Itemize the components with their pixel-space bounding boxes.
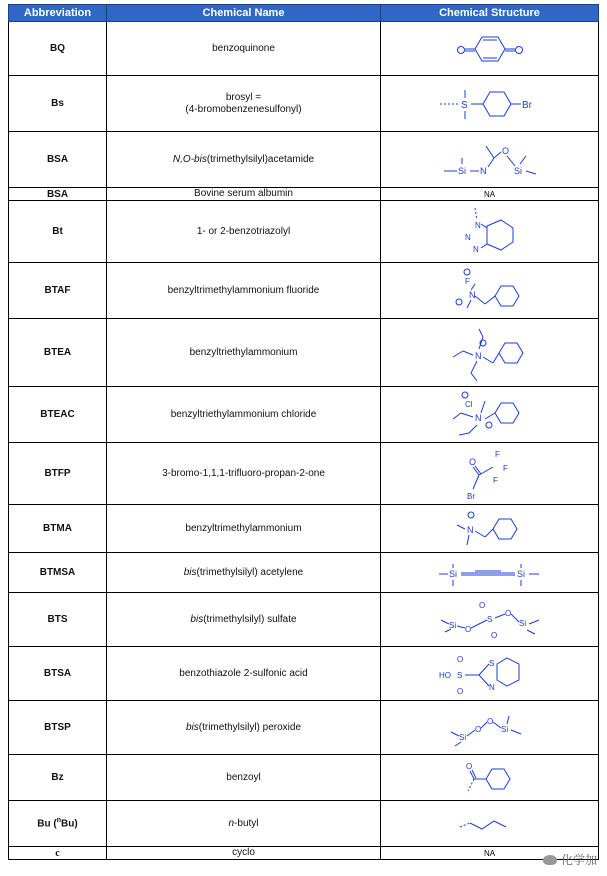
name-cell: n-butyl xyxy=(107,801,381,847)
svg-text:Cl: Cl xyxy=(464,399,473,409)
svg-text:HO: HO xyxy=(438,670,451,680)
table-row xyxy=(9,553,599,593)
svg-text:F: F xyxy=(492,475,498,485)
svg-text:N: N xyxy=(488,682,495,692)
bsa-structure xyxy=(430,136,550,184)
svg-text:N: N xyxy=(472,244,479,254)
table-row xyxy=(9,201,599,263)
wechat-icon xyxy=(543,855,557,865)
benzoyl-structure xyxy=(450,757,530,799)
svg-text:Si: Si xyxy=(516,568,525,579)
name-cell: benzoyl xyxy=(107,755,381,801)
svg-text:O: O xyxy=(464,624,471,634)
svg-text:F: F xyxy=(464,276,470,286)
table-row xyxy=(9,443,599,505)
svg-text:N: N xyxy=(479,165,486,176)
table-row xyxy=(9,263,599,319)
n-butyl-structure xyxy=(450,809,530,839)
header-chemical-structure: Chemical Structure xyxy=(381,5,599,22)
structure-cell xyxy=(381,801,599,847)
table-row xyxy=(9,505,599,553)
table-row xyxy=(9,647,599,701)
table-row xyxy=(9,801,599,847)
svg-text:O: O xyxy=(468,456,476,467)
structure-cell xyxy=(381,201,599,263)
name-cell: bis(trimethylsilyl) acetylene xyxy=(107,553,381,593)
bteac-structure xyxy=(445,389,535,441)
structure-cell xyxy=(381,319,599,387)
svg-text:Br: Br xyxy=(466,491,475,501)
svg-text:O: O xyxy=(474,724,481,734)
btaf-structure xyxy=(445,266,535,316)
brosyl-structure xyxy=(435,82,545,126)
abbr-cell: c xyxy=(9,847,107,860)
svg-text:O: O xyxy=(456,686,463,696)
abbr-cell: BTAF xyxy=(9,263,107,319)
structure-cell xyxy=(381,505,599,553)
svg-text:S: S xyxy=(486,614,492,624)
svg-text:S: S xyxy=(456,670,462,680)
table-row xyxy=(9,387,599,443)
btsa-structure xyxy=(435,650,545,698)
abbr-cell: BSA xyxy=(9,132,107,188)
structure-cell xyxy=(381,132,599,188)
abbr-cell: BTSP xyxy=(9,701,107,755)
structure-cell: NA xyxy=(381,847,599,860)
btea-structure xyxy=(445,323,535,383)
name-cell: N,O-bis(trimethylsilyl)acetamide xyxy=(107,132,381,188)
abbr-cell: BQ xyxy=(9,22,107,76)
svg-text:Si: Si xyxy=(457,165,466,176)
name-cell: benzoquinone xyxy=(107,22,381,76)
abbr-cell: Bt xyxy=(9,201,107,263)
name-cell: bis(trimethylsilyl) peroxide xyxy=(107,701,381,755)
benzoquinone-structure xyxy=(445,29,535,69)
table-row xyxy=(9,593,599,647)
abbreviation-table xyxy=(8,4,599,860)
svg-text:Br: Br xyxy=(521,99,532,111)
header-chemical-name: Chemical Name xyxy=(107,5,381,22)
watermark-text: 化学加 xyxy=(560,853,597,867)
btmsa-structure xyxy=(435,556,545,590)
svg-text:Si: Si xyxy=(458,732,466,742)
watermark xyxy=(543,851,597,868)
btsp-structure xyxy=(445,704,535,752)
structure-cell xyxy=(381,443,599,505)
svg-text:O: O xyxy=(465,761,472,771)
svg-text:Si: Si xyxy=(500,724,508,734)
name-cell: cyclo xyxy=(107,847,381,860)
svg-text:Si: Si xyxy=(513,165,522,176)
table-row xyxy=(9,319,599,387)
btfp-structure xyxy=(445,445,535,503)
abbr-cell: Bu ($^n$Bu) xyxy=(9,801,107,847)
name-cell: benzyltrimethylammonium fluoride xyxy=(107,263,381,319)
name-cell: 3-bromo-1,1,1-trifluoro-propan-2-one xyxy=(107,443,381,505)
abbr-cell: BTMSA xyxy=(9,553,107,593)
btma-structure xyxy=(445,507,535,551)
svg-text:O: O xyxy=(478,600,485,610)
svg-text:Si: Si xyxy=(518,618,526,628)
table-row xyxy=(9,755,599,801)
table-row xyxy=(9,22,599,76)
abbr-cell: Bz xyxy=(9,755,107,801)
header-row xyxy=(9,5,599,22)
bts-structure xyxy=(435,596,545,644)
svg-text:F: F xyxy=(494,449,500,459)
svg-text:S: S xyxy=(460,99,468,111)
abbr-cell: BTEAC xyxy=(9,387,107,443)
name-cell: benzyltriethylammonium xyxy=(107,319,381,387)
structure-cell xyxy=(381,701,599,755)
structure-cell xyxy=(381,755,599,801)
table-row xyxy=(9,701,599,755)
svg-text:O: O xyxy=(490,630,497,640)
structure-cell xyxy=(381,553,599,593)
svg-text:O: O xyxy=(456,654,463,664)
name-cell: benzyltrimethylammonium xyxy=(107,505,381,553)
name-cell: Bovine serum albumin xyxy=(107,188,381,201)
svg-text:Si: Si xyxy=(448,568,457,579)
abbr-cell: BTMA xyxy=(9,505,107,553)
abbr-cell: Bs xyxy=(9,76,107,132)
abbr-cell: BTS xyxy=(9,593,107,647)
svg-text:N: N xyxy=(464,232,471,242)
name-cell: bis(trimethylsilyl) sulfate xyxy=(107,593,381,647)
svg-text:S: S xyxy=(488,658,494,668)
structure-cell xyxy=(381,647,599,701)
name-cell: benzyltriethylammonium chloride xyxy=(107,387,381,443)
benzotriazolyl-structure xyxy=(445,204,535,260)
structure-cell xyxy=(381,263,599,319)
table-row xyxy=(9,76,599,132)
structure-cell xyxy=(381,593,599,647)
svg-text:N: N xyxy=(466,524,473,535)
svg-text:N: N xyxy=(474,220,481,230)
table-row xyxy=(9,847,599,860)
svg-text:N: N xyxy=(474,350,481,361)
structure-cell: NA xyxy=(381,188,599,201)
structure-cell xyxy=(381,387,599,443)
svg-text:N: N xyxy=(468,289,475,300)
name-line: brosyl = xyxy=(225,91,262,103)
table-row xyxy=(9,188,599,201)
header-abbreviation: Abbreviation xyxy=(9,5,107,22)
name-cell: 1- or 2-benzotriazolyl xyxy=(107,201,381,263)
svg-text:O: O xyxy=(501,145,509,156)
svg-text:O: O xyxy=(504,608,511,618)
name-cell xyxy=(107,76,381,132)
abbr-cell: BTFP xyxy=(9,443,107,505)
svg-text:O: O xyxy=(486,716,493,726)
structure-cell xyxy=(381,22,599,76)
name-line: (4-bromobenzenesulfonyl) xyxy=(185,103,302,115)
table-row xyxy=(9,132,599,188)
abbr-cell: BSA xyxy=(9,188,107,201)
abbr-cell: BTEA xyxy=(9,319,107,387)
structure-cell xyxy=(381,76,599,132)
svg-text:Si: Si xyxy=(448,620,456,630)
abbr-cell: BTSA xyxy=(9,647,107,701)
svg-text:F: F xyxy=(502,463,508,473)
name-cell: benzothiazole 2-sulfonic acid xyxy=(107,647,381,701)
svg-text:N: N xyxy=(474,412,481,423)
